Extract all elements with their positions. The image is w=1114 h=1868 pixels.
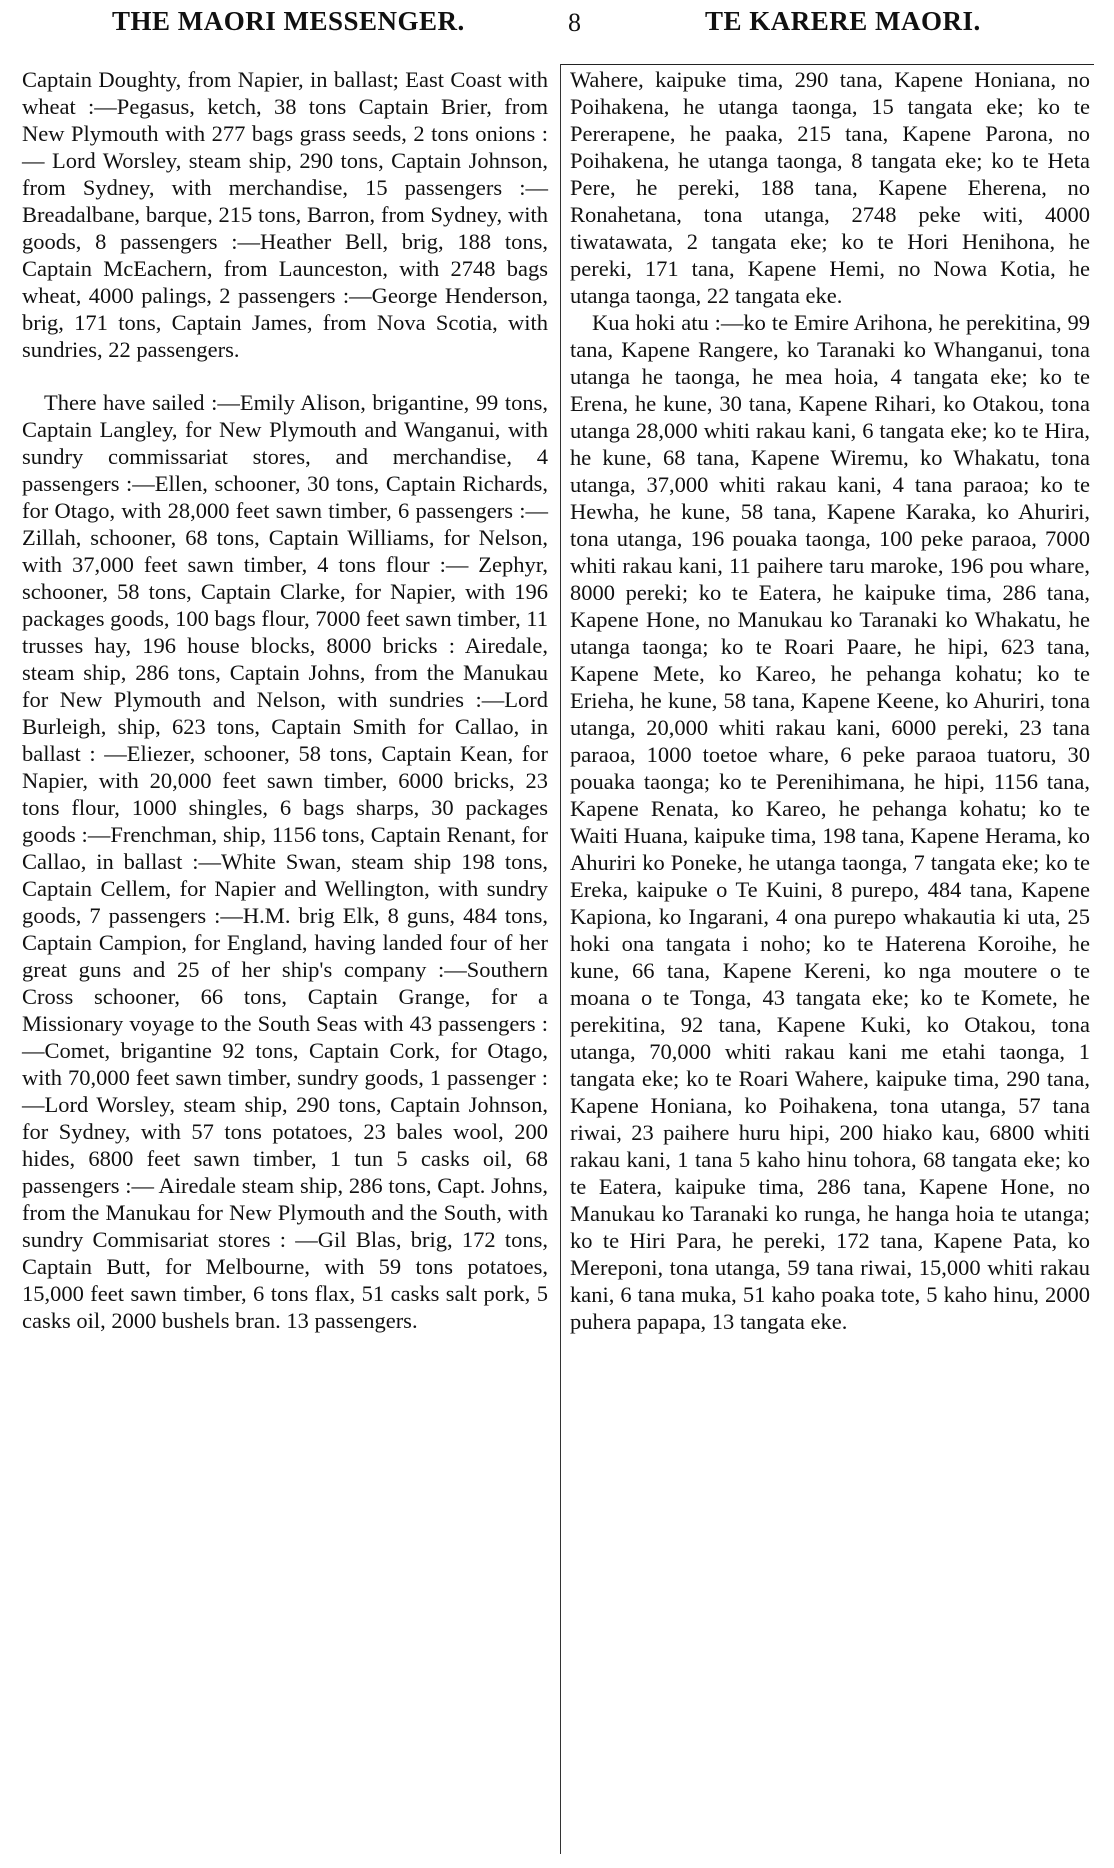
maori-arrivals-paragraph: Wahere, kaipuke tima, 290 tana, Kapene Honiana, no Poihakena, he utanga taonga, 15 tangata eke; ko te Pererapene, he paaka, 215 tana, Kapene Parona, no Poihakena, he utanga taonga, 8 tangata eke; ko te Heta Pere, he pereki, 188 tana, Kapene Eherena, no Ronahetana, tona utanga, 2748 peke witi, 4000 tiwatawata, 2 tangata eke; ko te Hori Henihona, he pereki, 171 tana, Kapene Hemi, no Nowa Kotia, he utanga taonga, 22 tangata eke. <box>570 67 1090 308</box>
maori-column <box>570 66 1090 1335</box>
departures-paragraph: There have sailed :—Emily Alison, brigantine, 99 tons, Captain Langley, for New Plymouth and Wanganui, with sundry commissariat stores, and merchandise, 4 passengers :—Ellen, schooner, 30 tons, Captain Richards, for Otago, with 28,000 feet sawn timber, 6 passengers :—Zillah, schooner, 68 tons, Captain Williams, for Nelson, with 37,000 feet sawn timber, 4 tons flour :— Zephyr, schooner, 58 tons, Captain Clarke, for Napier, with 196 packages goods, 100 bags flour, 7000 feet sawn timber, 11 trusses hay, 196 house blocks, 8000 bricks : Airedale, steam ship, 286 tons, Captain Johns, from the Manukau for New Plymouth and Nelson, with sundries :—Lord Burleigh, ship, 623 tons, Captain Smith for Callao, in ballast : —Eliezer, schooner, 58 tons, Captain Kean, for Napier, with 20,000 feet sawn timber, 6000 bricks, 23 tons flour, 1000 shingles, 6 bags sharps, 30 packages goods :—Frenchman, ship, 1156 tons, Captain Renant, for Callao, in ballast :—White Swan, steam ship 198 tons, Captain Cellem, for Napier and Wellington, with sundry goods, 7 passengers :—H.M. brig Elk, 8 guns, 484 tons, Captain Campion, for England, having landed four of her great guns and 25 of her ship's company :—Southern Cross schooner, 66 tons, Captain Grange, for a Missionary voyage to the South Seas with 43 passengers :—Comet, brigantine 92 tons, Captain Cork, for Otago, with 70,000 feet sawn timber, sundry goods, 1 passenger :—Lord Worsley, steam ship, 290 tons, Captain Johnson, for Sydney, with 57 tons potatoes, 23 bales wool, 200 hides, 6800 feet sawn timber, 1 tun 5 casks oil, 68 passengers :— Airedale steam ship, 286 tons, Capt. Johns, from the Manukau for New Plymouth and the South, with sundry Commisariat stores : —Gil Blas, brig, 172 tons, Captain Butt, for Melbourne, with 59 tons potatoes, 15,000 feet sawn timber, 6 tons flax, 51 casks salt pork, 5 casks oil, 2000 bushels bran. 13 passengers. <box>22 390 548 1333</box>
masthead <box>0 6 1114 50</box>
masthead-maori-title: TE KARERE MAORI. <box>705 6 981 36</box>
arrivals-paragraph: Captain Doughty, from Napier, in ballast; East Coast with wheat :—Pegasus, ketch, 38 tons Captain Brier, from New Plymouth with 277 bags grass seeds, 2 tons onions :— Lord Worsley, steam ship, 290 tons, Captain Johnson, from Sydney, with merchandise, 15 passengers :—Breadalbane, barque, 215 tons, Barron, from Sydney, with goods, 8 passengers :—Heather Bell, brig, 188 tons, Captain McEachern, from Launceston, with 2748 bags wheat, 4000 palings, 2 passengers :—George Henderson, brig, 171 tons, Captain James, from Nova Scotia, with sundries, 22 passengers. <box>22 67 548 362</box>
english-column <box>22 66 548 1334</box>
maori-departures-paragraph: Kua hoki atu :—ko te Emire Arihona, he perekitina, 99 tana, Kapene Rangere, ko Taranaki ko Whanganui, tona utanga he taonga, he mea hoia, 4 tangata eke; ko te Erena, he kune, 30 tana, Kapene Rihari, ko Otakou, tona utanga 28,000 whiti rakau kani, 6 tangata eke; ko te Hira, he kune, 68 tana, Kapene Wiremu, ko Whakatu, tona utanga, 37,000 whiti rakau kani, 4 tana paraoa; ko te Hewha, he kune, 58 tana, Kapene Karaka, ko Ahuriri, tona utanga, 196 pouaka taonga, 100 peke paraoa, 7000 whiti rakau kani, 11 paihere taru maroke, 196 pou whare, 8000 pereki; ko te Eatera, he kaipuke tima, 286 tana, Kapene Hone, no Manukau ko Taranaki ko Whakatu, he utanga taonga; ko te Roari Paare, he hipi, 623 tana, Kapene Mete, ko Kareo, he pehanga kohatu; ko te Erieha, he kune, 58 tana, Kapene Keene, ko Ahuriri, tona utanga, 20,000 whiti rakau kani, 6000 pereki, 23 tana paraoa, 1000 toetoe whare, 6 peke paraoa tuatoru, 30 pouaka taonga; ko te Perenihimana, he hipi, 1156 tana, Kapene Renata, ko Kareo, he pehanga kohatu; ko te Waiti Huana, kaipuke tima, 198 tana, Kapene Herama, ko Ahuriri ko Poneke, he utanga taonga, 7 tangata eke; ko te Ereka, kaipuke o Te Kuini, 8 purepo, 484 tana, Kapene Kapiona, ko Ingarani, 4 ona purepo whakautia ki uta, 25 hoki ona tangata i noho; ko te Haterena Koroihe, he kune, 66 tana, Kapene Kereni, ko nga moutere o te moana o te Tonga, 43 tangata eke; ko te Komete, he perekitina, 92 tana, Kapene Kuki, ko Otakou, tona utanga, 70,000 whiti rakau kani me etahi taonga, 1 tangata eke; ko te Roari Wahere, kaipuke tima, 290 tana, Kapene Honiana, ko Poihakena, tona utanga, 57 tana riwai, 23 paihere huru hipi, 200 hiako kau, 6800 whiti rakau kani, 1 tana 5 kaho hinu tohora, 68 tangata eke; ko te Eatera, kaipuke tima, 286 tana, Kapene Hone, no Manukau ko Taranaki ko runga, he hanga hoia te utanga; ko te Hiri Para, he pereki, 172 tana, Kapene Pata, ko Mereponi, tona utanga, 59 tana riwai, 15,000 whiti rakau kani, 6 tana muka, 51 kaho poaka tote, 5 kaho hinu, 2000 puhera papapa, 13 tangata eke. <box>570 310 1090 1334</box>
page-number: 8 <box>568 8 582 37</box>
masthead-english-title: THE MAORI MESSENGER. <box>112 6 465 36</box>
right-column-top-rule <box>560 64 1094 65</box>
column-divider <box>560 64 561 1854</box>
